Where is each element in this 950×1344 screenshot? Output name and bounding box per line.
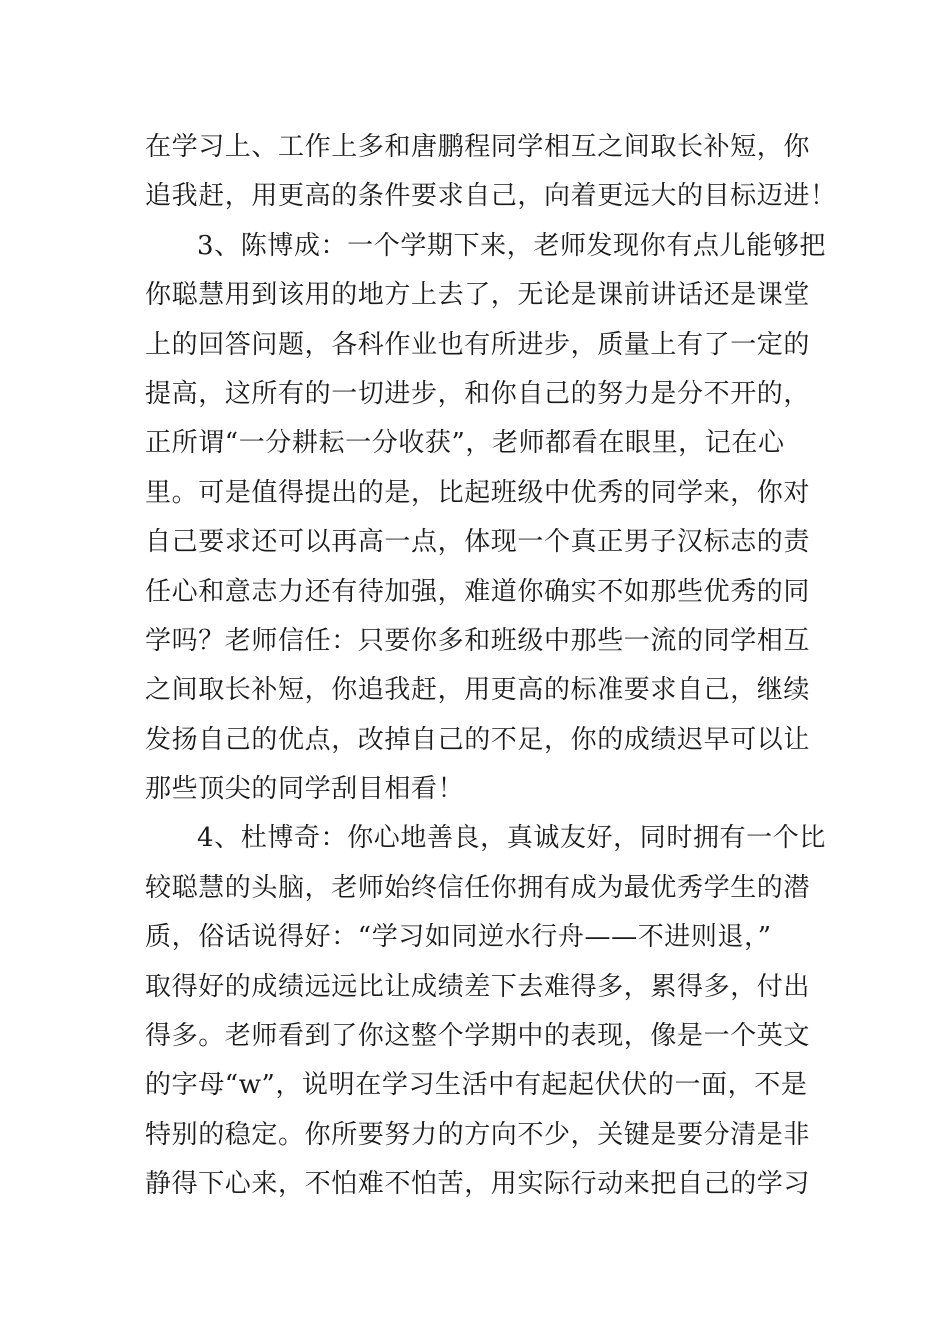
- text-line: 取得好的成绩远远比让成绩差下去难得多，累得多，付出: [145, 971, 811, 1002]
- text-line: 学吗？老师信任：只要你多和班级中那些一流的同学相互: [145, 625, 811, 656]
- text-line: 自己要求还可以再高一点，体现一个真正男子汉标志的责: [145, 527, 811, 558]
- text-line: 得多。老师看到了你这整个学期中的表现，像是一个英文: [145, 1021, 811, 1052]
- text-line: 的字母“w”，说明在学习生活中有起起伏伏的一面，不是: [145, 1070, 808, 1101]
- text-line: 任心和意志力还有待加强，难道你确实不如那些优秀的同: [145, 576, 811, 607]
- document-body: [145, 123, 837, 1210]
- text-line: 上的回答问题，各科作业也有所进步，质量上有了一定的: [145, 329, 811, 360]
- text-line: 特别的稳定。你所要努力的方向不少，关键是要分清是非: [145, 1119, 811, 1150]
- paragraph-start-line: 3、陈博成：一个学期下来，老师发现你有点儿能够把: [197, 230, 826, 261]
- text-line: 追我赶，用更高的条件要求自己，向着更远大的目标迈进！: [145, 181, 837, 212]
- text-line: 较聪慧的头脑，老师始终信任你拥有成为最优秀学生的潜: [145, 872, 811, 903]
- text-line: 你聪慧用到该用的地方上去了，无论是课前讲话还是课堂: [145, 280, 811, 311]
- text-line: 发扬自己的优点，改掉自己的不足，你的成绩迟早可以让: [145, 724, 811, 755]
- text-line: 质，俗话说得好：“学习如同逆水行舟——不进则退，”: [145, 922, 772, 953]
- text-line: 之间取长补短，你追我赶，用更高的标准要求自己，继续: [145, 675, 811, 706]
- text-line: 那些顶尖的同学刮目相看！: [145, 774, 465, 805]
- paragraph-start-line: 4、杜博奇：你心地善良，真诚友好，同时拥有一个比: [197, 823, 826, 854]
- text-line: 提高，这所有的一切进步，和你自己的努力是分不开的，: [145, 378, 811, 409]
- text-line: 在学习上、工作上多和唐鹏程同学相互之间取长补短，你: [145, 132, 811, 162]
- text-line: 正所谓“一分耕耘一分收获”，老师都看在眼里，记在心: [145, 428, 785, 459]
- text-line: 静得下心来，不怕难不怕苦，用实际行动来把自己的学习: [145, 1169, 811, 1200]
- text-line: 里。可是值得提出的是，比起班级中优秀的同学来，你对: [145, 477, 811, 508]
